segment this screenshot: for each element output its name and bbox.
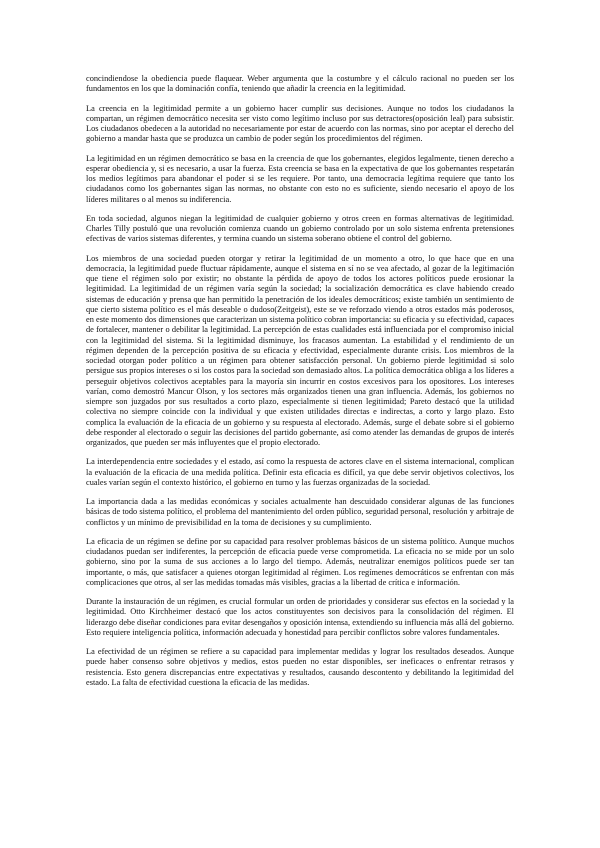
- paragraph-economic-social-measures: La importancia dada a las medidas económicas y sociales actualmente han descuidado considerar algunas de las funciones básicas de todo sistema político, el problema del mantenimiento del orden público, seguridad personal, resolución y arbitraje de conflictos y un mínimo de previsibilidad en la toma de decisiones y su cumplimiento.: [86, 497, 514, 527]
- paragraph-regime-efficacy: La eficacia de un régimen se define por su capacidad para resolver problemas básicos de un sistema político. Aunque muchos ciudadanos puedan ser indiferentes, la percepción de eficacia puede verse comprometida. La eficacia no se mide por un solo gobierno, sino por la suma de sus acciones a lo largo del tiempo. Además, neutralizar enemigos políticos puede ser tan importante, o más, que satisfacer a quienes otorgan legitimidad al régimen. Los regímenes democráticos se enfrentan con más complicaciones que otros, al ser las medidas tomadas más visibles, gracias a la libertad de crítica e información.: [86, 536, 514, 587]
- paragraph-tilly-revolution: En toda sociedad, algunos niegan la legitimidad de cualquier gobierno y otros creen en formas alternativas de legitimidad. Charles Tilly postuló que una revolución comienza cuando un gobierno controlado por un solo sistema enfrenta pretensiones efectivas de varios sistemas diferentes, y termina cuando un sistema soberano obtiene el control del gobierno.: [86, 213, 514, 244]
- paragraph-regime-effectiveness: La efectividad de un régimen se refiere a su capacidad para implementar medidas y lograr los resultados deseados. Aunque puede haber consenso sobre objetivos y medios, estos pueden no estar disponibles, ser ineficaces o enfrentar retrasos y resistencia. Esto genera discrepancias entre expectativas y resultados, causando descontento y debilitando la legitimidad del estado. La falta de efectividad cuestiona la eficacia de las medidas.: [86, 647, 514, 687]
- paragraph-interdependence: La interdependencia entre sociedades y el estado, así como la respuesta de actores clave en el sistema internacional, complican la evaluación de la eficacia de una medida política. Definir esta eficacia es difícil, ya que debe servir objetivos colectivos, los cuales varían según el contexto histórico, el gobierno en turno y las fuerzas organizadas de la sociedad.: [86, 457, 514, 487]
- paragraph-democratic-legitimacy: La legitimidad en un régimen democrático se basa en la creencia de que los gobernantes, elegidos legalmente, tienen derecho a esperar obediencia y, si es necesario, a usar la fuerza. Esta creencia se basa en la expectativa de que los gobernantes respetarán los medios legítimos para abandonar el poder si se les requiere. Por tanto, una democracia legítima requiere que tanto los ciudadanos como los gobernantes sigan las normas, no obstante con esto no es suficiente, siendo necesario el apoyo de los líderes militares o al menos su indiferencia.: [86, 153, 514, 204]
- paragraph-legitimacy-belief: La creencia en la legitimidad permite a un gobierno hacer cumplir sus decisiones. Aunque no todos los ciudadanos la compartan, un régimen democrático necesita ser visto como legítimo incluso por sus detractores(oposición leal) para subsistir. Los ciudadanos obedecen a la autoridad no necesariamente por estar de acuerdo con las normas, sino por aceptar el derecho del gobierno a mandar hasta que se produzca un cambio de poder según los procedimientos del régimen.: [86, 103, 514, 144]
- paragraph-legitimacy-fluctuation: Los miembros de una sociedad pueden otorgar y retirar la legitimidad de un momento a otro, lo que hace que en una democracia, la legitimidad puede fluctuar rápidamente, aunque el sistema en sí no se vea afectado, al gozar de la legitimación que tiene el régimen solo por existir; no obstante la pérdida de apoyo de todos los actores políticos puede erosionar la legitimidad. La legitimidad de un régimen varía según la sociedad; la socialización democrática es clave habiendo creado sistemas de educación y prensa que han permitido la penetración de los ideales democráticos; existe también un sentimiento de que cierto sistema político es el más deseable o dudoso(Zeitgeist), este se ve reforzado viendo a otros estados más poderosos, en este momento dos dimensiones que caracterizan un sistema político cobran importancia: su eficacia y su efectividad, capaces de fortalecer, mantener o debilitar la legitimidad. La percepción de estas cualidades está influenciada por el compromiso inicial con la legitimidad del sistema. Si la legitimidad disminuye, los fracasos aumentan. La estabilidad y el rendimiento de un régimen dependen de la percepción positiva de su eficacia y efectividad, especialmente durante crisis. Los miembros de la sociedad otorgan poder político a un régimen para obtener satisfacción personal. Un gobierno pierde legitimidad si solo persigue sus propios intereses o si los costos para la sociedad son demasiado altos. La política democrática obliga a los líderes a perseguir objetivos colectivos aceptables para la mayoría sin incurrir en costos excesivos para los opositores. Los intereses varían, como demostró Mancur Olson, y los sectores más organizados tienen una gran influencia. Además, los gobiernos no siempre son juzgados por sus resultados a corto plazo, especialmente si tienen legitimidad; Pareto destacó que la utilidad colectiva no siempre coincide con la individual y que existen utilidades directas e indirectas, a corto y largo plazo. Esto complica la evaluación de la eficacia de un gobierno y su respuesta al electorado. Además, surge el debate sobre si el gobierno debe responder al electorado o seguir las decisiones del partido gobernante, así como atender las demandas de grupos de interés organizados, que pueden ser más influyentes que el propio electorado.: [86, 253, 514, 447]
- paragraph-regime-installation: Durante la instauración de un régimen, es crucial formular un orden de prioridades y considerar sus efectos en la sociedad y la legitimidad. Otto Kirchheimer destacó que los actos constituyentes son decisivos para la consolidación del régimen. El liderazgo debe diseñar condiciones para evitar desengaños y oposición intensa, extendiendo su influencia más allá del gobierno. Esto requiere inteligencia política, información adecuada y honestidad para percibir conflictos sobre valores fundamentales.: [86, 597, 514, 637]
- paragraph-weber-continuation: concindiendose la obediencia puede flaquear. Weber argumenta que la costumbre y el cálculo racional no pueden ser los fundamentos en los que la dominación confía, teniendo que añadir la creencia en la legitimidad.: [86, 74, 514, 94]
